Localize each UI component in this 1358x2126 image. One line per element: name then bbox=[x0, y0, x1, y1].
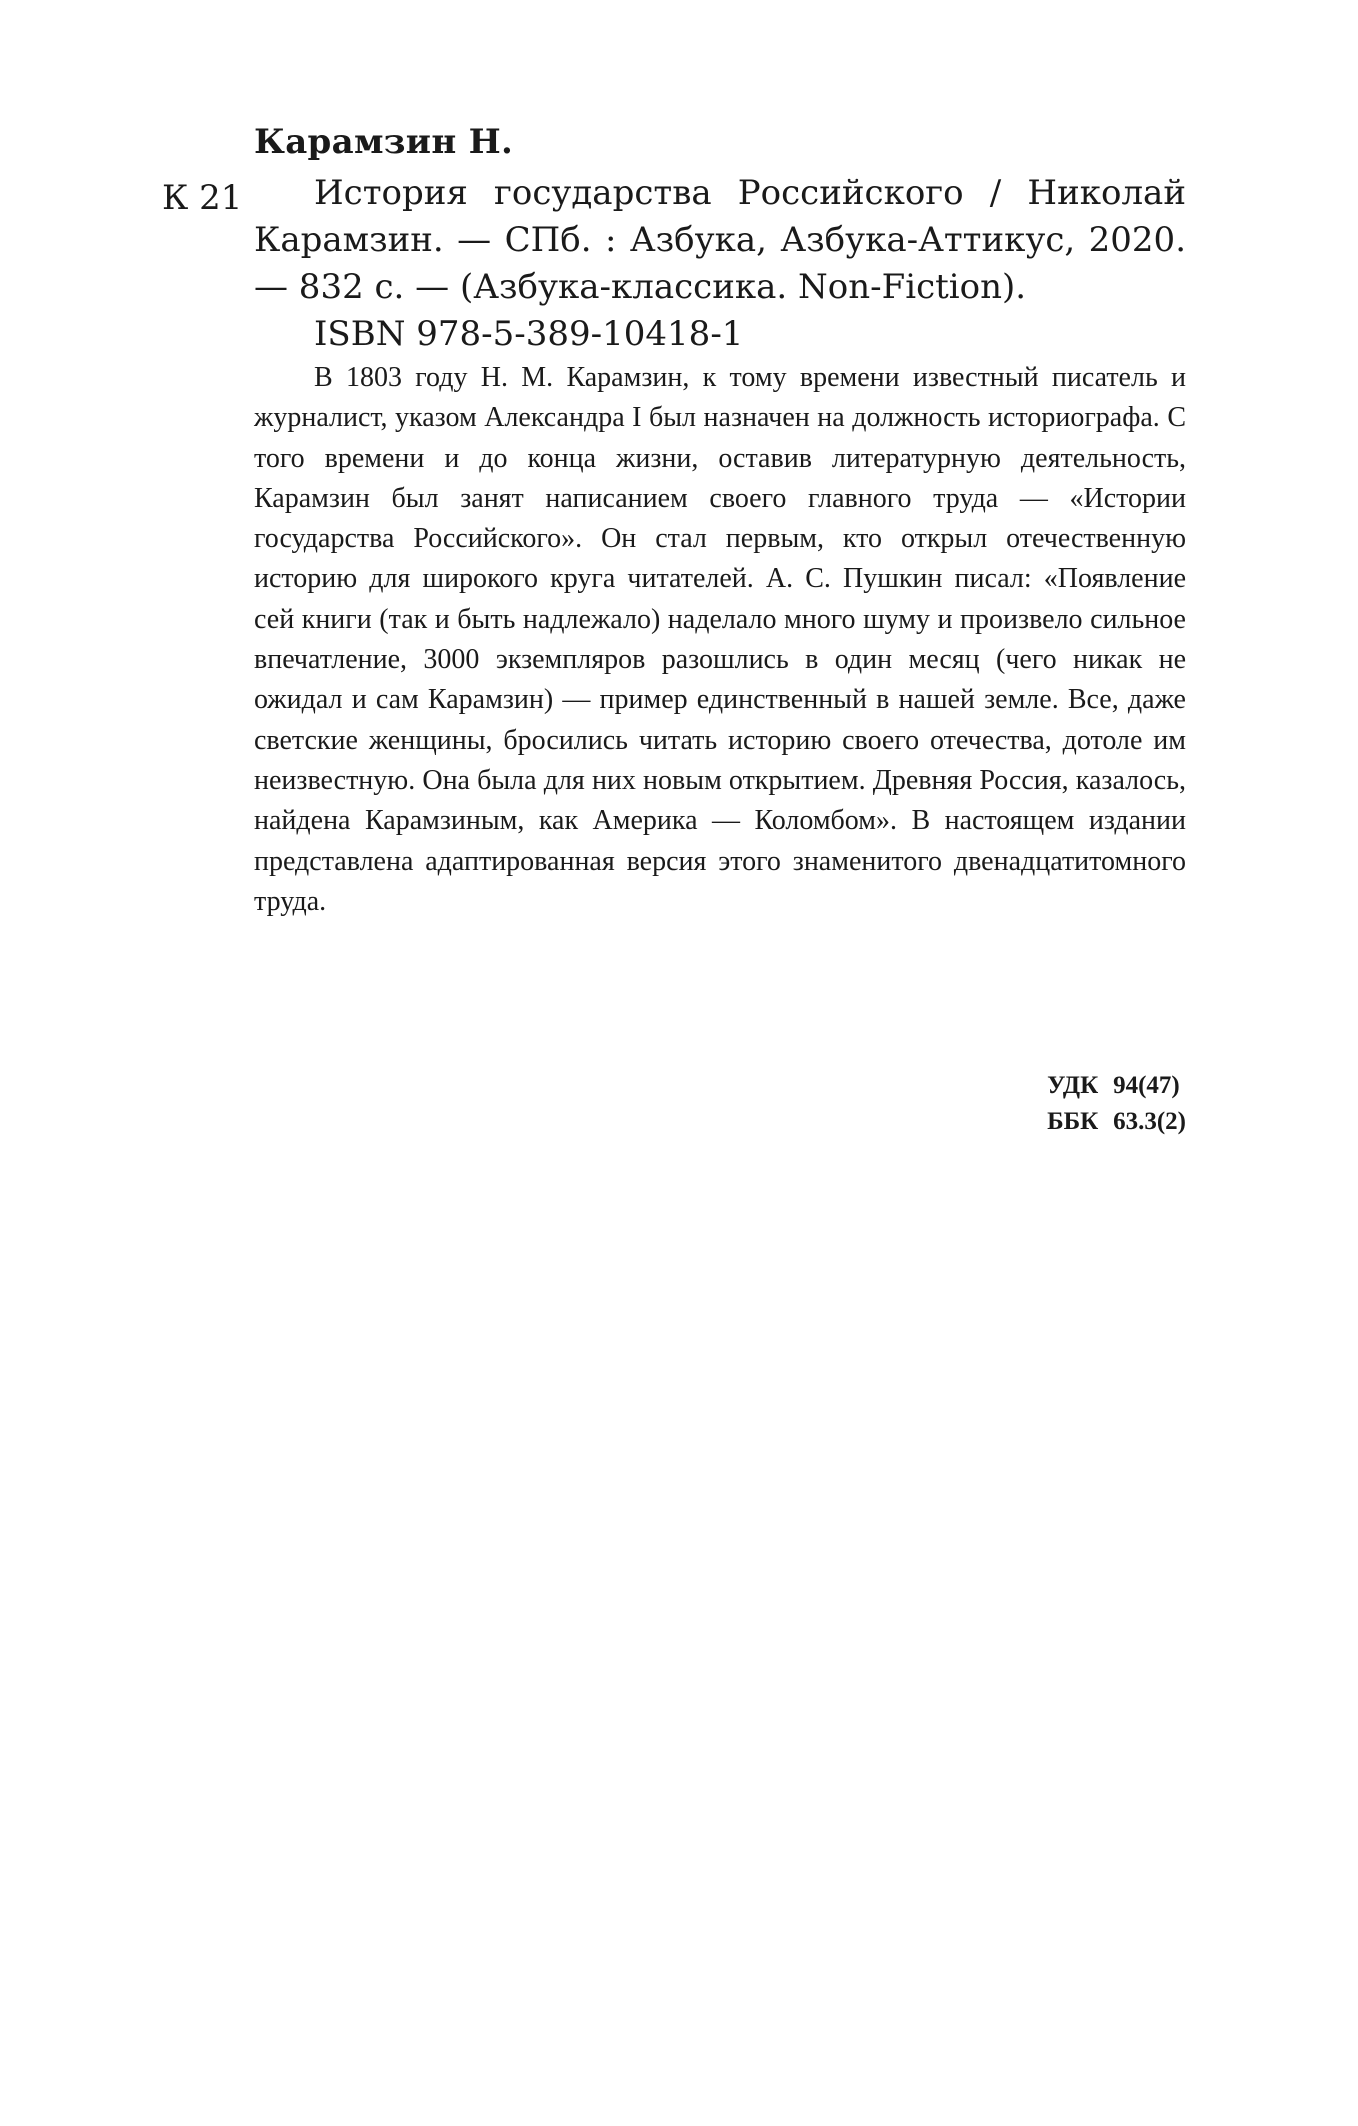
classification-codes bbox=[1047, 1068, 1186, 1140]
udk-row bbox=[1047, 1068, 1186, 1104]
author-heading: Карамзин Н. bbox=[254, 122, 514, 162]
bbk-label: ББК bbox=[1047, 1108, 1099, 1135]
udk-label: УДК bbox=[1047, 1072, 1099, 1099]
bbk-value: 63.3(2) bbox=[1113, 1108, 1186, 1135]
bbk-row bbox=[1047, 1104, 1186, 1140]
annotation-text: В 1803 году Н. М. Карамзин, к тому времени известный писатель и журналист, указом Александра I был назначен на должность историографа. С того времени и до конца жизни, оставив литературную деятельность, Карамзин был занят написанием своего главного труда — «Истории государства Российского». Он стал первым, кто открыл отечественную историю для широкого круга читателей. А. С. Пушкин писал: «Появление сей книги (так и быть надлежало) наделало много шуму и произвело сильное впечатление, 3000 экземпляров разошлись в один месяц (чего никак не ожидал и сам Карамзин) — пример единственный в нашей земле. Все, даже светские женщины, бросились читать историю своего отечества, дотоле им неизвестную. Она была для них новым открытием. Древняя Россия, казалось, найдена Карамзиным, как Америка — Коломбом». В настоящем издании представлена адаптированная версия этого знаменитого двенадцатитомного труда. bbox=[254, 362, 1186, 917]
udk-value: 94(47) bbox=[1113, 1072, 1180, 1099]
title-and-imprint: История государства Российского / Николай Карамзин. — СПб. : Азбука, Азбука-Аттикус, 2020. — 832 с. — (Азбука-классика. Non-Fiction). bbox=[254, 173, 1186, 307]
author-index-code: К 21 bbox=[162, 178, 243, 218]
isbn-number: ISBN 978-5-389-10418-1 bbox=[314, 314, 744, 354]
bibliographic-description bbox=[254, 170, 1186, 311]
